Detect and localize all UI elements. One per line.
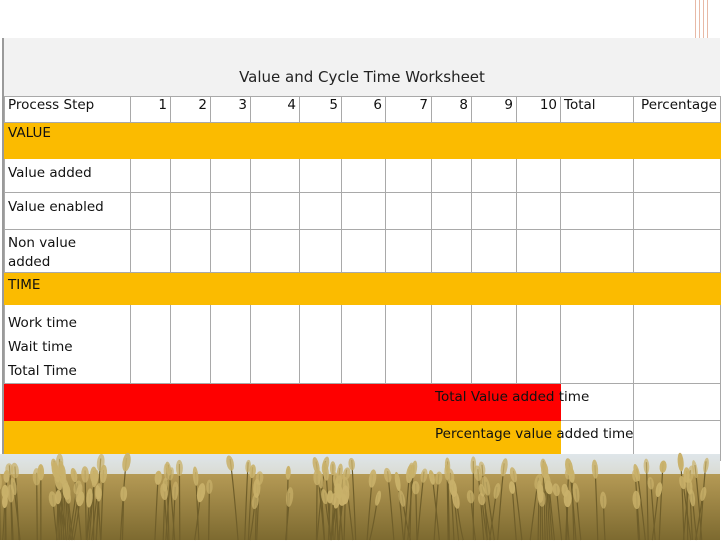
cell[interactable] — [342, 230, 386, 273]
header-col-8: 8 — [432, 97, 472, 123]
cell[interactable] — [300, 159, 342, 193]
cell[interactable] — [472, 305, 517, 384]
cell[interactable] — [561, 193, 634, 230]
row-label-total-time: Total Time — [8, 359, 127, 383]
time-section-band — [5, 273, 721, 305]
cell[interactable] — [251, 159, 300, 193]
time-section-label: TIME — [5, 273, 721, 305]
cell[interactable] — [211, 230, 251, 273]
cell[interactable] — [634, 305, 721, 384]
cell[interactable] — [131, 305, 171, 384]
worksheet — [2, 38, 720, 454]
row-label-value-added: Value added — [5, 159, 131, 193]
red-band — [5, 384, 432, 421]
cell[interactable] — [342, 193, 386, 230]
cell[interactable] — [634, 159, 721, 193]
header-col-10: 10 — [517, 97, 561, 123]
cell[interactable] — [561, 305, 634, 384]
header-col-6: 6 — [342, 97, 386, 123]
cell[interactable] — [386, 230, 432, 273]
cell[interactable] — [211, 193, 251, 230]
cell[interactable] — [171, 230, 211, 273]
row-label-wait-time: Wait time — [8, 335, 127, 359]
cell[interactable] — [634, 193, 721, 230]
cell[interactable] — [251, 305, 300, 384]
non-value-added-text: Non value added — [8, 234, 100, 272]
cell[interactable] — [386, 193, 432, 230]
table-row — [5, 305, 721, 384]
worksheet-table — [4, 96, 721, 461]
corner-decoration — [680, 0, 720, 40]
total-value-added-row — [5, 384, 721, 421]
header-col-4: 4 — [251, 97, 300, 123]
cell[interactable] — [131, 230, 171, 273]
cell[interactable] — [131, 193, 171, 230]
cell[interactable] — [561, 159, 634, 193]
table-row — [5, 159, 721, 193]
wheat-field-image — [0, 454, 720, 540]
cell[interactable] — [211, 305, 251, 384]
cell[interactable] — [171, 305, 211, 384]
cell[interactable] — [517, 159, 561, 193]
row-label-non-value-added — [5, 230, 131, 273]
cell[interactable] — [386, 159, 432, 193]
header-percentage: Percentage — [634, 97, 721, 123]
cell[interactable] — [472, 193, 517, 230]
cell[interactable] — [251, 193, 300, 230]
header-col-1: 1 — [131, 97, 171, 123]
header-col-3: 3 — [211, 97, 251, 123]
header-process-step: Process Step — [5, 97, 131, 123]
table-row — [5, 230, 721, 273]
worksheet-title: Value and Cycle Time Worksheet — [4, 68, 720, 86]
total-value-added-percentage[interactable] — [634, 384, 721, 421]
header-col-2: 2 — [171, 97, 211, 123]
cell[interactable] — [131, 159, 171, 193]
row-label-value-enabled: Value enabled — [5, 193, 131, 230]
cell[interactable] — [517, 230, 561, 273]
cell[interactable] — [342, 159, 386, 193]
cell[interactable] — [300, 230, 342, 273]
cell[interactable] — [432, 159, 472, 193]
cell[interactable] — [432, 193, 472, 230]
cell[interactable] — [300, 305, 342, 384]
header-col-9: 9 — [472, 97, 517, 123]
value-section-label: VALUE — [5, 123, 721, 159]
cell[interactable] — [517, 305, 561, 384]
cell[interactable] — [472, 230, 517, 273]
wheat-field-illustration — [0, 454, 720, 540]
cell[interactable] — [171, 193, 211, 230]
wheat-head — [90, 467, 97, 484]
cell[interactable] — [211, 159, 251, 193]
percentage-value-added-text: Percentage value added time — [435, 425, 645, 444]
cell[interactable] — [342, 305, 386, 384]
row-labels-time — [5, 305, 131, 384]
header-row — [5, 97, 721, 123]
cell[interactable] — [634, 230, 721, 273]
row-label-work-time: Work time — [8, 311, 127, 335]
cell[interactable] — [432, 305, 472, 384]
cell[interactable] — [386, 305, 432, 384]
table-row — [5, 193, 721, 230]
cell[interactable] — [300, 193, 342, 230]
wheat-head — [38, 464, 45, 480]
cell[interactable] — [171, 159, 211, 193]
header-total: Total — [561, 97, 634, 123]
cell[interactable] — [251, 230, 300, 273]
cell[interactable] — [472, 159, 517, 193]
cell[interactable] — [561, 230, 634, 273]
header-col-7: 7 — [386, 97, 432, 123]
total-value-added-text: Total Value added time — [435, 388, 585, 407]
cell[interactable] — [517, 193, 561, 230]
total-value-added-label — [432, 384, 561, 421]
header-col-5: 5 — [300, 97, 342, 123]
value-section-band — [5, 123, 721, 159]
cell[interactable] — [432, 230, 472, 273]
